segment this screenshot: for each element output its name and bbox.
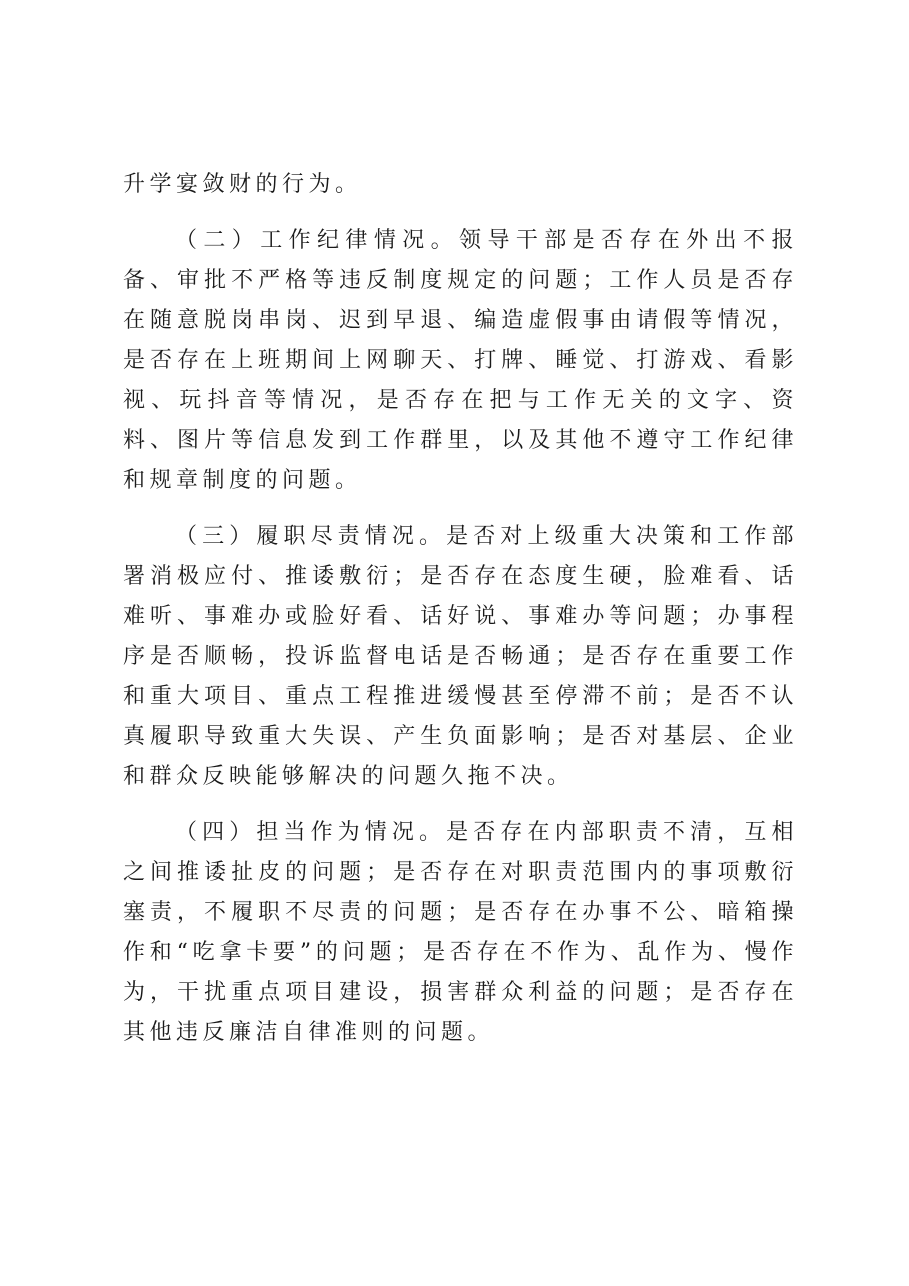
paragraph-continuation: 升学宴敛财的行为。 xyxy=(123,172,362,197)
paragraph-gap xyxy=(123,797,798,813)
document-body xyxy=(123,165,798,1053)
paragraph-work-discipline: （二）工作纪律情况。领导干部是否存在外出不报备、审批不严格等违反制度规定的问题；工作人员是否存在随意脱岗串岗、迟到早退、编造虚假事由请假等情况，是否存在上班期间上网聊天、打牌、睡觉、打游戏、看影视、玩抖音等情况，是否存在把与工作无关的文字、资料、图片等信息发到工作群里，以及其他不遵守工作纪律和规章制度的问题。 xyxy=(123,228,798,493)
paragraph-gap xyxy=(123,501,798,517)
paragraph-duty-performance: （三）履职尽责情况。是否对上级重大决策和工作部署消极应付、推诿敷衍；是否存在态度生硬，脸难看、话难听、事难办或脸好看、话好说、事难办等问题；办事程序是否顺畅，投诉监督电话是否畅通；是否存在重要工作和重大项目、重点工程推进缓慢甚至停滞不前；是否不认真履职导致重大失误、产生负面影响；是否对基层、企业和群众反映能够解决的问题久拖不决。 xyxy=(123,524,798,789)
paragraph-responsibility: （四）担当作为情况。是否存在内部职责不清，互相之间推诿扯皮的问题；是否存在对职责范围内的事项敷衍塞责，不履职不尽责的问题；是否存在办事不公、暗箱操作和“吃拿卡要”的问题；是否存在不作为、乱作为、慢作为，干扰重点项目建设，损害群众利益的问题；是否存在其他违反廉洁自律准则的问题。 xyxy=(123,820,798,1045)
paragraph-gap xyxy=(123,205,798,221)
